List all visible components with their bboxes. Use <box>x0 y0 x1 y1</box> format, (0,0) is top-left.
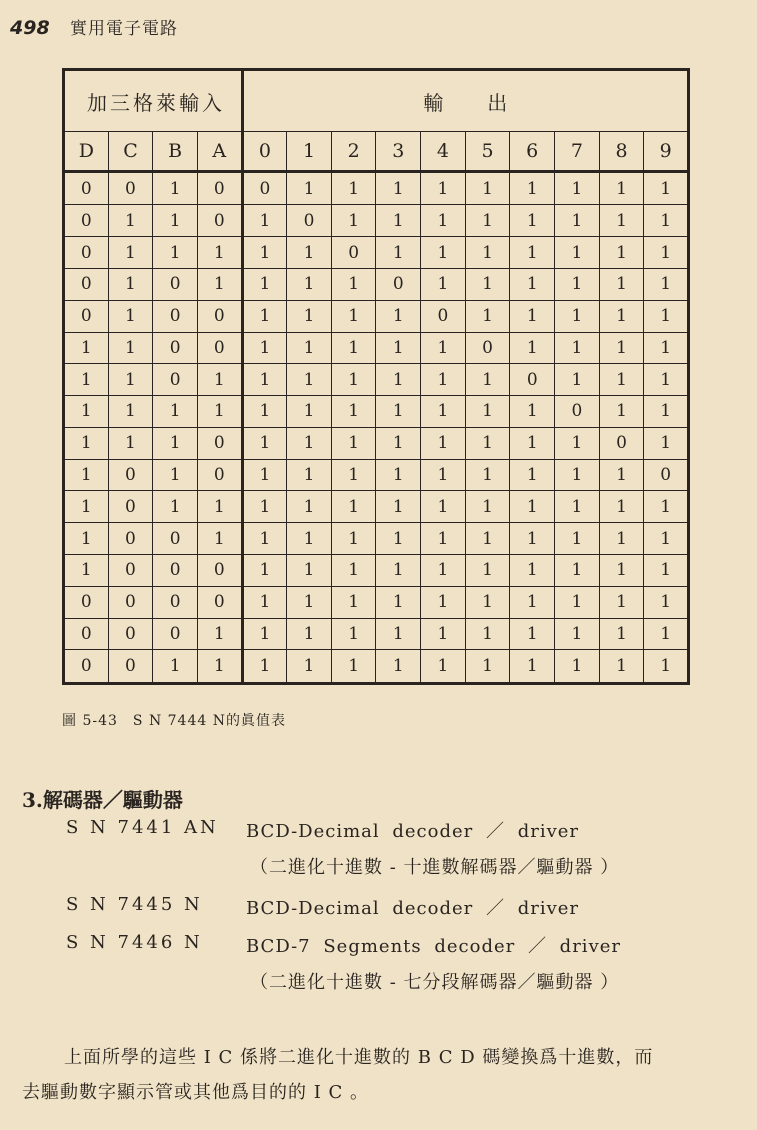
table-cell: 1 <box>644 618 689 650</box>
table-cell: 1 <box>197 523 242 555</box>
table-cell: 1 <box>555 491 600 523</box>
table-row <box>64 491 689 523</box>
table-cell: 1 <box>197 491 242 523</box>
table-cell: 0 <box>153 300 198 332</box>
table-cell: 1 <box>153 427 198 459</box>
table-cell: 1 <box>510 237 555 269</box>
table-cell: 1 <box>331 523 376 555</box>
table-cell: 1 <box>510 459 555 491</box>
table-cell: 1 <box>465 491 510 523</box>
table-cell: 0 <box>644 459 689 491</box>
table-cell: 1 <box>510 205 555 237</box>
table-cell: 1 <box>555 586 600 618</box>
table-cell: 1 <box>510 332 555 364</box>
table-cell: 1 <box>153 205 198 237</box>
table-cell: 1 <box>644 491 689 523</box>
table-cell: 0 <box>153 618 198 650</box>
table-cell: 1 <box>242 396 287 428</box>
table-cell: 1 <box>331 586 376 618</box>
table-cell: 0 <box>108 555 153 587</box>
table-cell: 0 <box>331 237 376 269</box>
table-cell: 1 <box>599 268 644 300</box>
table-cell: 1 <box>644 268 689 300</box>
table-cell: 1 <box>287 459 332 491</box>
table-row <box>64 586 689 618</box>
table-cell: 1 <box>376 459 421 491</box>
table-cell: 1 <box>197 268 242 300</box>
paragraph-line: 去驅動數字顯示管或其他爲目的的 I C 。 <box>22 1082 370 1103</box>
decoder-item-note <box>0 968 757 1000</box>
table-cell: 1 <box>555 237 600 269</box>
table-cell: 1 <box>555 268 600 300</box>
table-cell: 1 <box>197 618 242 650</box>
truth-table <box>62 68 690 685</box>
table-cell: 1 <box>108 364 153 396</box>
table-cell: 1 <box>331 332 376 364</box>
table-cell: 1 <box>153 237 198 269</box>
table-cell: 1 <box>108 300 153 332</box>
table-cell: 0 <box>108 586 153 618</box>
table-cell: 1 <box>421 364 466 396</box>
table-cell: 1 <box>287 523 332 555</box>
table-cell: 0 <box>64 237 109 269</box>
table-cell: 0 <box>153 332 198 364</box>
table-cell: 1 <box>331 205 376 237</box>
table-cell: 0 <box>108 459 153 491</box>
table-cell: 1 <box>599 459 644 491</box>
decoder-item-note <box>0 853 757 885</box>
table-cell: 1 <box>242 523 287 555</box>
column-header: 8 <box>599 132 644 172</box>
part-description: BCD-7 Segments decoder ／ driver <box>246 936 621 957</box>
table-cell: 1 <box>242 650 287 684</box>
table-cell: 1 <box>599 618 644 650</box>
table-cell: 1 <box>331 300 376 332</box>
table-cell: 1 <box>242 555 287 587</box>
table-cell: 1 <box>510 300 555 332</box>
table-cell: 1 <box>287 268 332 300</box>
part-number: S N 7445 N <box>66 894 203 915</box>
table-cell: 1 <box>108 396 153 428</box>
column-header: D <box>64 132 109 172</box>
table-cell: 0 <box>64 300 109 332</box>
decoder-item <box>0 932 757 964</box>
table-cell: 1 <box>287 618 332 650</box>
table-cell: 1 <box>421 396 466 428</box>
table-cell: 1 <box>376 618 421 650</box>
table-cell: 1 <box>376 523 421 555</box>
table-cell: 1 <box>242 427 287 459</box>
table-cell: 0 <box>242 172 287 205</box>
table-cell: 1 <box>421 172 466 205</box>
table-cell: 1 <box>287 172 332 205</box>
table-cell: 0 <box>153 523 198 555</box>
table-cell: 1 <box>331 364 376 396</box>
column-header: 4 <box>421 132 466 172</box>
table-cell: 1 <box>555 332 600 364</box>
truth-table-body <box>64 172 689 684</box>
input-group-header: 加三格萊輸入 <box>64 70 243 132</box>
table-cell: 1 <box>510 268 555 300</box>
table-cell: 1 <box>599 205 644 237</box>
table-cell: 1 <box>287 237 332 269</box>
table-cell: 0 <box>153 268 198 300</box>
table-cell: 1 <box>421 459 466 491</box>
table-cell: 1 <box>242 491 287 523</box>
table-cell: 1 <box>644 427 689 459</box>
table-cell: 1 <box>376 396 421 428</box>
table-cell: 1 <box>465 618 510 650</box>
table-cell: 1 <box>465 650 510 684</box>
table-cell: 1 <box>287 427 332 459</box>
table-cell: 0 <box>197 172 242 205</box>
table-cell: 0 <box>64 586 109 618</box>
part-description: BCD-Decimal decoder ／ driver <box>246 898 580 919</box>
table-cell: 0 <box>153 364 198 396</box>
table-cell: 0 <box>108 650 153 684</box>
part-description: BCD-Decimal decoder ／ driver <box>246 821 580 842</box>
table-cell: 1 <box>421 491 466 523</box>
table-cell: 1 <box>108 427 153 459</box>
column-header-row <box>64 132 689 172</box>
table-row <box>64 364 689 396</box>
table-cell: 1 <box>421 427 466 459</box>
table-row <box>64 237 689 269</box>
column-header: C <box>108 132 153 172</box>
table-cell: 1 <box>108 205 153 237</box>
table-cell: 1 <box>465 459 510 491</box>
table-cell: 1 <box>599 172 644 205</box>
table-row <box>64 618 689 650</box>
table-cell: 0 <box>465 332 510 364</box>
table-cell: 1 <box>197 396 242 428</box>
column-header: A <box>197 132 242 172</box>
table-cell: 1 <box>287 650 332 684</box>
table-cell: 1 <box>108 237 153 269</box>
table-cell: 0 <box>108 491 153 523</box>
table-cell: 1 <box>510 427 555 459</box>
table-cell: 1 <box>510 396 555 428</box>
table-row <box>64 396 689 428</box>
table-cell: 1 <box>465 268 510 300</box>
table-cell: 1 <box>644 586 689 618</box>
table-cell: 1 <box>153 650 198 684</box>
table-cell: 1 <box>465 586 510 618</box>
decoder-item <box>0 894 757 926</box>
column-header: 9 <box>644 132 689 172</box>
table-cell: 0 <box>64 618 109 650</box>
table-cell: 1 <box>644 205 689 237</box>
table-cell: 1 <box>555 300 600 332</box>
table-cell: 1 <box>510 650 555 684</box>
table-row <box>64 555 689 587</box>
table-cell: 0 <box>64 172 109 205</box>
table-cell: 1 <box>510 523 555 555</box>
table-cell: 1 <box>599 555 644 587</box>
table-cell: 1 <box>555 427 600 459</box>
table-cell: 1 <box>599 332 644 364</box>
table-cell: 1 <box>376 364 421 396</box>
table-cell: 1 <box>331 427 376 459</box>
table-cell: 1 <box>599 364 644 396</box>
column-header: 2 <box>331 132 376 172</box>
table-cell: 0 <box>197 205 242 237</box>
table-cell: 1 <box>287 364 332 396</box>
table-cell: 1 <box>644 555 689 587</box>
table-cell: 1 <box>465 237 510 269</box>
table-cell: 1 <box>555 618 600 650</box>
table-cell: 1 <box>376 172 421 205</box>
table-cell: 0 <box>197 427 242 459</box>
table-cell: 0 <box>153 555 198 587</box>
table-cell: 1 <box>64 523 109 555</box>
table-cell: 1 <box>242 205 287 237</box>
table-cell: 0 <box>510 364 555 396</box>
table-cell: 1 <box>242 237 287 269</box>
table-cell: 1 <box>421 332 466 364</box>
table-cell: 1 <box>376 300 421 332</box>
table-cell: 1 <box>599 300 644 332</box>
output-group-header: 輸出 <box>242 70 688 132</box>
table-cell: 1 <box>644 237 689 269</box>
table-cell: 1 <box>510 491 555 523</box>
table-cell: 0 <box>287 205 332 237</box>
table-cell: 1 <box>599 586 644 618</box>
table-row <box>64 650 689 684</box>
table-cell: 1 <box>644 650 689 684</box>
table-cell: 0 <box>64 650 109 684</box>
table-cell: 1 <box>331 459 376 491</box>
table-cell: 1 <box>287 586 332 618</box>
table-cell: 1 <box>465 172 510 205</box>
column-header: 0 <box>242 132 287 172</box>
table-cell: 1 <box>108 332 153 364</box>
table-cell: 1 <box>644 396 689 428</box>
table-cell: 1 <box>555 172 600 205</box>
column-header: 3 <box>376 132 421 172</box>
table-cell: 1 <box>197 237 242 269</box>
table-cell: 1 <box>64 459 109 491</box>
table-cell: 0 <box>197 332 242 364</box>
table-cell: 1 <box>510 172 555 205</box>
table-row <box>64 172 689 205</box>
column-header: 1 <box>287 132 332 172</box>
part-number: S N 7446 N <box>66 932 203 953</box>
table-cell: 1 <box>599 650 644 684</box>
table-cell: 1 <box>376 555 421 587</box>
table-cell: 0 <box>376 268 421 300</box>
table-cell: 1 <box>421 586 466 618</box>
table-row <box>64 459 689 491</box>
column-header: 5 <box>465 132 510 172</box>
table-cell: 1 <box>421 523 466 555</box>
table-row <box>64 300 689 332</box>
table-cell: 1 <box>599 237 644 269</box>
paragraph-line: 上面所學的這些 I C 係將二進化十進數的 B C D 碼變換爲十進數，而 <box>64 1047 654 1068</box>
table-cell: 1 <box>242 618 287 650</box>
table-cell: 1 <box>465 205 510 237</box>
table-cell: 1 <box>197 364 242 396</box>
body-paragraph <box>22 1040 742 1110</box>
table-cell: 1 <box>64 332 109 364</box>
part-note: （二進化十進數 - 十進數解碼器／驅動器 ） <box>250 857 620 878</box>
table-cell: 1 <box>465 300 510 332</box>
table-cell: 0 <box>153 586 198 618</box>
table-cell: 1 <box>510 555 555 587</box>
table-cell: 1 <box>287 300 332 332</box>
table-cell: 1 <box>644 523 689 555</box>
table-cell: 1 <box>465 427 510 459</box>
table-cell: 1 <box>331 650 376 684</box>
table-cell: 1 <box>599 523 644 555</box>
table-cell: 1 <box>64 491 109 523</box>
table-cell: 1 <box>421 618 466 650</box>
table-cell: 1 <box>64 427 109 459</box>
table-cell: 1 <box>644 364 689 396</box>
table-row <box>64 332 689 364</box>
decoder-item <box>0 817 757 849</box>
table-cell: 1 <box>64 396 109 428</box>
table-cell: 1 <box>510 618 555 650</box>
table-cell: 1 <box>555 459 600 491</box>
table-cell: 1 <box>331 618 376 650</box>
table-cell: 0 <box>599 427 644 459</box>
table-cell: 1 <box>287 332 332 364</box>
table-cell: 1 <box>64 555 109 587</box>
table-cell: 0 <box>64 205 109 237</box>
table-cell: 1 <box>376 237 421 269</box>
part-number: S N 7441 AN <box>66 817 219 838</box>
column-header: 6 <box>510 132 555 172</box>
column-header: B <box>153 132 198 172</box>
table-cell: 1 <box>153 459 198 491</box>
table-cell: 1 <box>644 172 689 205</box>
table-cell: 0 <box>197 555 242 587</box>
table-cell: 1 <box>555 523 600 555</box>
table-cell: 1 <box>331 491 376 523</box>
table-cell: 1 <box>376 205 421 237</box>
table-cell: 0 <box>108 523 153 555</box>
table-cell: 1 <box>376 332 421 364</box>
table-cell: 1 <box>465 555 510 587</box>
table-cell: 1 <box>421 650 466 684</box>
table-cell: 1 <box>287 491 332 523</box>
table-cell: 0 <box>197 459 242 491</box>
table-cell: 1 <box>331 268 376 300</box>
table-cell: 1 <box>421 205 466 237</box>
table-cell: 0 <box>64 268 109 300</box>
table-cell: 0 <box>197 300 242 332</box>
table-cell: 1 <box>555 205 600 237</box>
table-cell: 1 <box>331 555 376 587</box>
page-header <box>10 14 178 39</box>
part-note: （二進化十進數 - 七分段解碼器／驅動器 ） <box>250 972 620 993</box>
table-cell: 1 <box>242 268 287 300</box>
table-cell: 1 <box>421 555 466 587</box>
figure-caption: 圖 5-43 S N 7444 N的眞值表 <box>62 713 286 729</box>
table-cell: 1 <box>153 172 198 205</box>
table-cell: 1 <box>510 586 555 618</box>
table-cell: 1 <box>644 300 689 332</box>
table-cell: 1 <box>108 268 153 300</box>
table-cell: 1 <box>421 268 466 300</box>
table-cell: 1 <box>242 459 287 491</box>
table-cell: 1 <box>599 396 644 428</box>
table-cell: 1 <box>376 650 421 684</box>
table-cell: 1 <box>644 332 689 364</box>
table-cell: 1 <box>421 237 466 269</box>
table-cell: 1 <box>197 650 242 684</box>
table-row <box>64 523 689 555</box>
table-cell: 1 <box>599 491 644 523</box>
page-number: 498 <box>10 17 50 39</box>
table-cell: 1 <box>465 396 510 428</box>
table-cell: 1 <box>555 364 600 396</box>
table-cell: 1 <box>242 586 287 618</box>
table-cell: 1 <box>242 332 287 364</box>
table-cell: 1 <box>376 586 421 618</box>
table-cell: 1 <box>555 650 600 684</box>
table-cell: 1 <box>331 172 376 205</box>
table-cell: 0 <box>197 586 242 618</box>
table-row <box>64 205 689 237</box>
table-cell: 1 <box>331 396 376 428</box>
table-cell: 1 <box>376 427 421 459</box>
table-cell: 0 <box>421 300 466 332</box>
table-cell: 1 <box>153 396 198 428</box>
table-cell: 1 <box>153 491 198 523</box>
table-row <box>64 268 689 300</box>
column-header: 7 <box>555 132 600 172</box>
table-cell: 1 <box>465 364 510 396</box>
table-cell: 1 <box>64 364 109 396</box>
table-cell: 1 <box>376 491 421 523</box>
table-cell: 0 <box>108 172 153 205</box>
table-cell: 1 <box>242 364 287 396</box>
running-title: 實用電子電路 <box>70 19 179 39</box>
table-cell: 1 <box>242 300 287 332</box>
table-cell: 1 <box>287 555 332 587</box>
table-cell: 1 <box>555 555 600 587</box>
table-cell: 1 <box>287 396 332 428</box>
table-cell: 0 <box>108 618 153 650</box>
table-cell: 0 <box>555 396 600 428</box>
table-row <box>64 427 689 459</box>
table-cell: 1 <box>465 523 510 555</box>
section-title: 3.解碼器／驅動器 <box>22 788 183 812</box>
